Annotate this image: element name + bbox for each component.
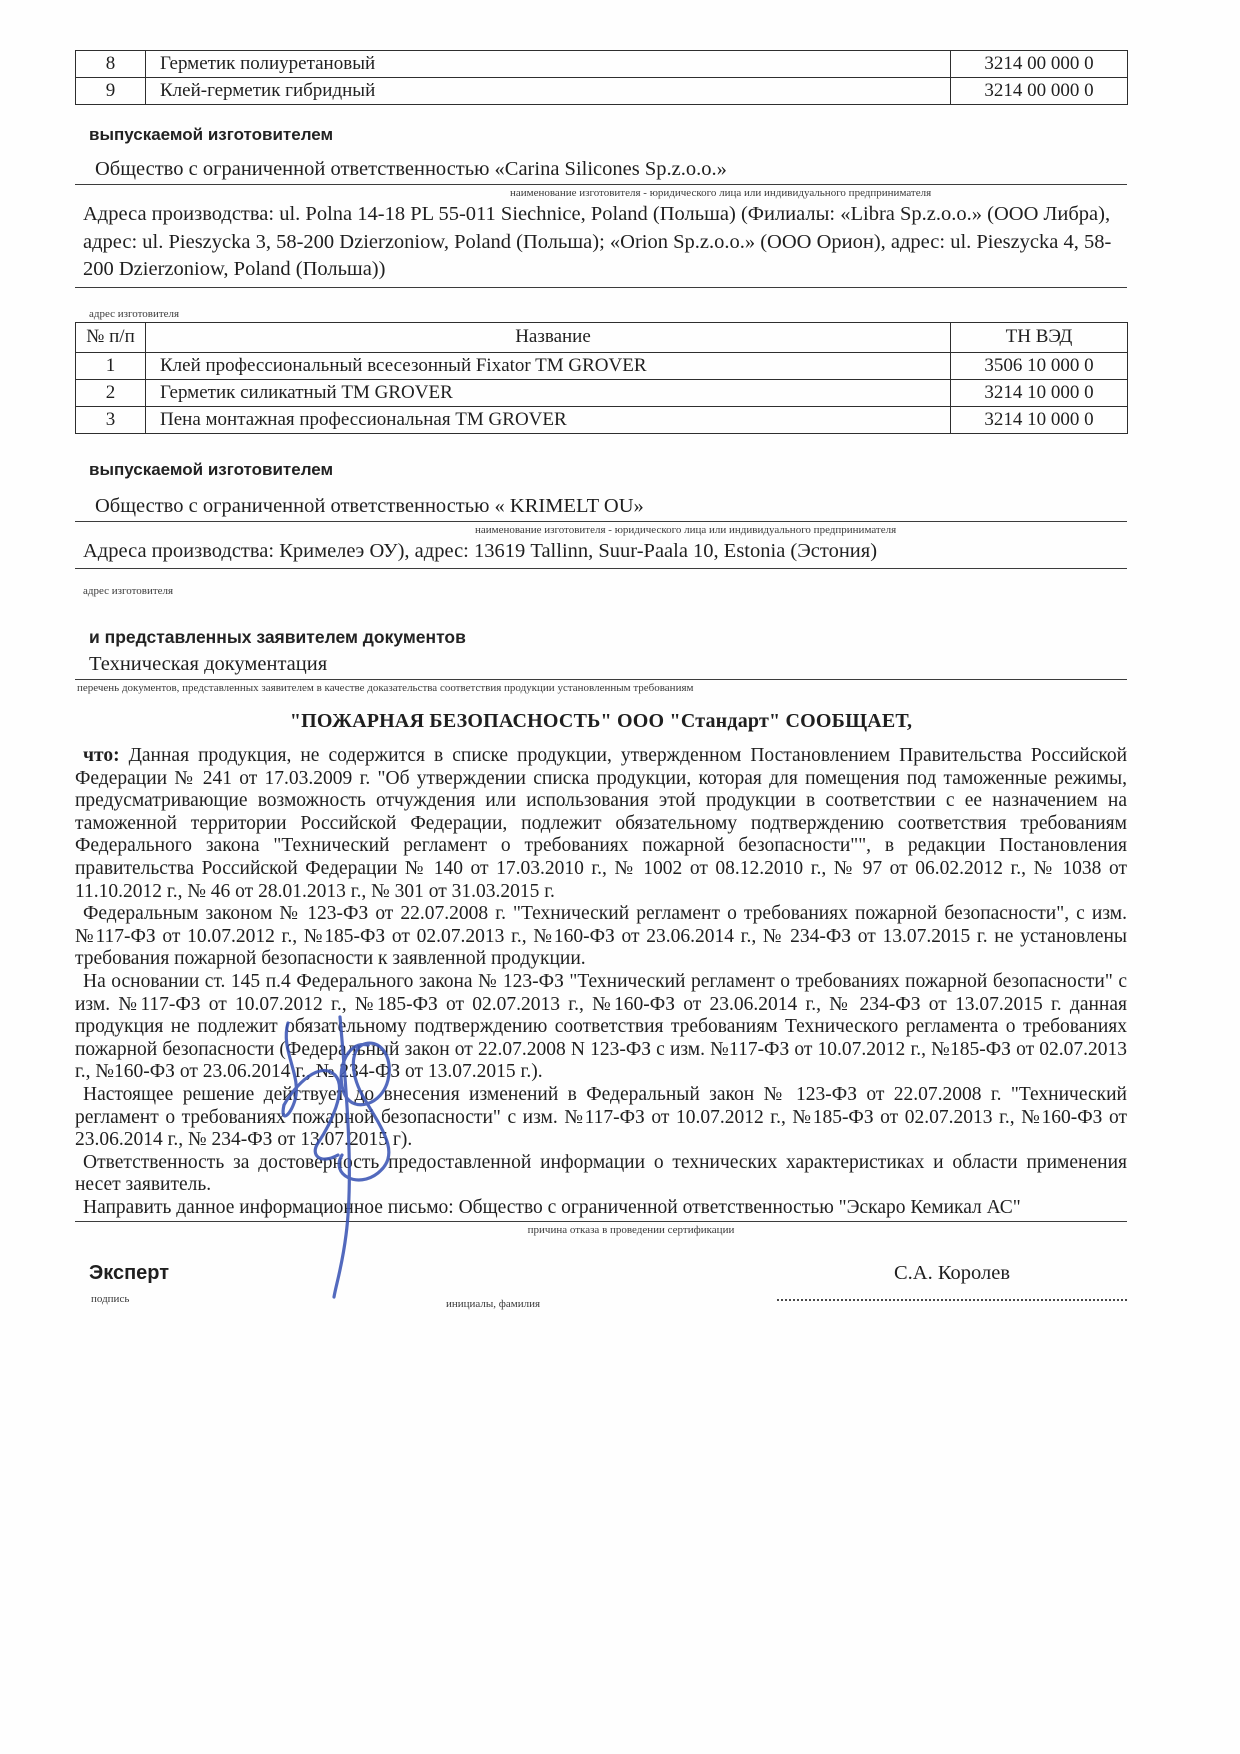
column-header-code: ТН ВЭД	[951, 322, 1128, 352]
table-row	[76, 78, 1128, 105]
statement-paragraph: Ответственность за достоверность предоставленной информации о технических характеристиках и области применения несет заявитель.	[75, 1151, 1127, 1196]
documents-caption: перечень документов, представленных заявителем в качестве доказательства соответствия продукции установленным требованиям	[77, 682, 694, 694]
manufacturer-caption: наименование изготовителя - юридического лица или индивидуального предпринимателя	[475, 523, 897, 536]
refusal-reason-caption: причина отказа в проведении сертификации	[527, 1224, 735, 1237]
row-number: 1	[76, 352, 146, 379]
table-row	[76, 379, 1128, 406]
manufacturer-name: Общество с ограниченной ответственностью « KRIMELT OU»	[75, 494, 1127, 522]
row-number: 9	[76, 78, 146, 105]
expert-name: С.А. Королев	[894, 1262, 1010, 1285]
statement-paragraph: Настоящее решение действует до внесения изменений в Федеральный закон № 123-ФЗ от 22.07.2008 г. "Технический регламент о требованиях пожарной безопасности" с изм. №117-ФЗ от 10.07.2012 г., №185-ФЗ от 02.07.2013 г., №160-ФЗ от 23.06.2014 г., № 234-ФЗ от 13.07.2015 г).	[75, 1083, 1127, 1151]
tnved-code: 3214 10 000 0	[951, 379, 1128, 406]
production-addresses: Адреса производства: ul. Polna 14-18 PL 55-011 Siechnice, Poland (Польша) (Филиалы: «Libra Sp.z.o.o.» (ООО Либра), адрес: ul. Pieszycka 3, 58-200 Dzierzoniow, Poland (Польша); «Orion Sp.z.o.o.» (ООО Орион), адрес: ul. Pieszycka 4, 58-200 Dzierzoniow, Poland (Польша))	[75, 201, 1127, 288]
signature-dotted-line	[777, 1285, 1127, 1301]
row-number: 8	[76, 51, 146, 78]
tnved-code: 3214 00 000 0	[951, 78, 1128, 105]
issued-by-label: выпускаемой изготовителем	[89, 125, 334, 144]
initials-caption: инициалы, фамилия	[446, 1298, 541, 1311]
issued-by-label: выпускаемой изготовителем	[89, 459, 334, 479]
row-number: 3	[76, 406, 146, 433]
statement-body	[75, 745, 1127, 1236]
that-label: что:	[83, 745, 120, 766]
table-row	[76, 406, 1128, 433]
statement-paragraph	[75, 745, 1127, 903]
address-caption: адрес изготовителя	[83, 585, 174, 597]
table-header-row	[76, 322, 1128, 352]
table-row	[76, 352, 1128, 379]
expert-label: Эксперт	[89, 1262, 170, 1285]
tnved-code: 3214 00 000 0	[951, 51, 1128, 78]
statement-paragraph: На основании ст. 145 п.4 Федерального закона № 123-ФЗ "Технический регламент о требованиях пожарной безопасности" с изм. №117-ФЗ от 10.07.2012 г., №185-ФЗ от 02.07.2013 г., №160-ФЗ от 23.06.2014 г., № 234-ФЗ от 13.07.2015 г. данная продукция не подлежит обязательному подтверждению соответствия требованиям Технического регламента о требованиях пожарной безопасности (Федеральный закон от 22.07.2008 N 123-ФЗ с изм. №117-ФЗ от 10.07.2012 г., №185-ФЗ от 02.07.2013 г., №160-ФЗ от 23.06.2014 г., № 234-ФЗ от 13.07.2015 г.).	[75, 970, 1127, 1083]
products-table	[75, 322, 1128, 434]
manufacturer-name: Общество с ограниченной ответственностью «Carina Silicones Sp.z.o.o.»	[75, 157, 1127, 185]
statement-paragraph: Федеральным законом № 123-ФЗ от 22.07.2008 г. "Технический регламент о требованиях пожарной безопасности", с изм. №117-ФЗ от 10.07.2012 г., №185-ФЗ от 02.07.2013 г., №160-ФЗ от 23.06.2014 г., № 234-ФЗ от 13.07.2015 г. не установлены требования пожарной безопасности к заявленной продукции.	[75, 903, 1127, 970]
signature-caption: подпись	[91, 1293, 130, 1306]
product-name: Пена монтажная профессиональная TM GROVER	[146, 406, 951, 433]
product-name: Клей-герметик гибридный	[146, 78, 951, 105]
production-addresses: Адреса производства: Кримелеэ ОУ), адрес: 13619 Tallinn, Suur-Paala 10, Estonia (Эстония)	[75, 538, 1127, 570]
documents-value: Техническая документация	[75, 652, 1127, 680]
documents-label: и представленных заявителем документов	[89, 627, 466, 647]
name-column	[777, 1262, 1127, 1301]
forward-letter-line: Направить данное информационное письмо: Общество с ограниченной ответственностью "Эскаро Кемикал АС"	[75, 1197, 1127, 1223]
tnved-code: 3214 10 000 0	[951, 406, 1128, 433]
top-products-table	[75, 50, 1128, 105]
manufacturer-caption: наименование изготовителя - юридического лица или индивидуального предпринимателя	[510, 187, 932, 199]
paragraph-text: Данная продукция, не содержится в списке продукции, утвержденном Постановлением Правительства Российской Федерации № 241 от 17.03.2009 г. "Об утверждении списка продукции, которая для помещения под таможенные режимы, предусматривающие возможность отчуждения или использования этой продукции в соответствии с ее назначением на таможенной территории Российской Федерации, подлежит обязательному подтверждению соответствия требованиям Федерального закона "Технический регламент о требованиях пожарной безопасности"", в редакции Постановления правительства Российской Федерации № 140 от 17.03.2010 г., № 1002 от 08.12.2010 г., № 97 от 06.02.2012 г., № 1038 от 11.10.2012 г., № 46 от 28.01.2013 г., № 301 от 31.03.2015 г.	[75, 745, 1127, 902]
table-row	[76, 51, 1128, 78]
column-header-num: № п/п	[76, 322, 146, 352]
column-header-name: Название	[146, 322, 951, 352]
tnved-code: 3506 10 000 0	[951, 352, 1128, 379]
signature-block	[75, 1262, 1127, 1310]
product-name: Герметик силикатный TM GROVER	[146, 379, 951, 406]
address-caption: адрес изготовителя	[89, 307, 180, 320]
product-name: Герметик полиуретановый	[146, 51, 951, 78]
product-name: Клей профессиональный всесезонный Fixator TM GROVER	[146, 352, 951, 379]
expert-column	[75, 1262, 295, 1305]
statement-heading: "ПОЖАРНАЯ БЕЗОПАСНОСТЬ" ООО "Стандарт" СООБЩАЕТ,	[289, 710, 913, 732]
initials-column	[406, 1262, 666, 1310]
row-number: 2	[76, 379, 146, 406]
